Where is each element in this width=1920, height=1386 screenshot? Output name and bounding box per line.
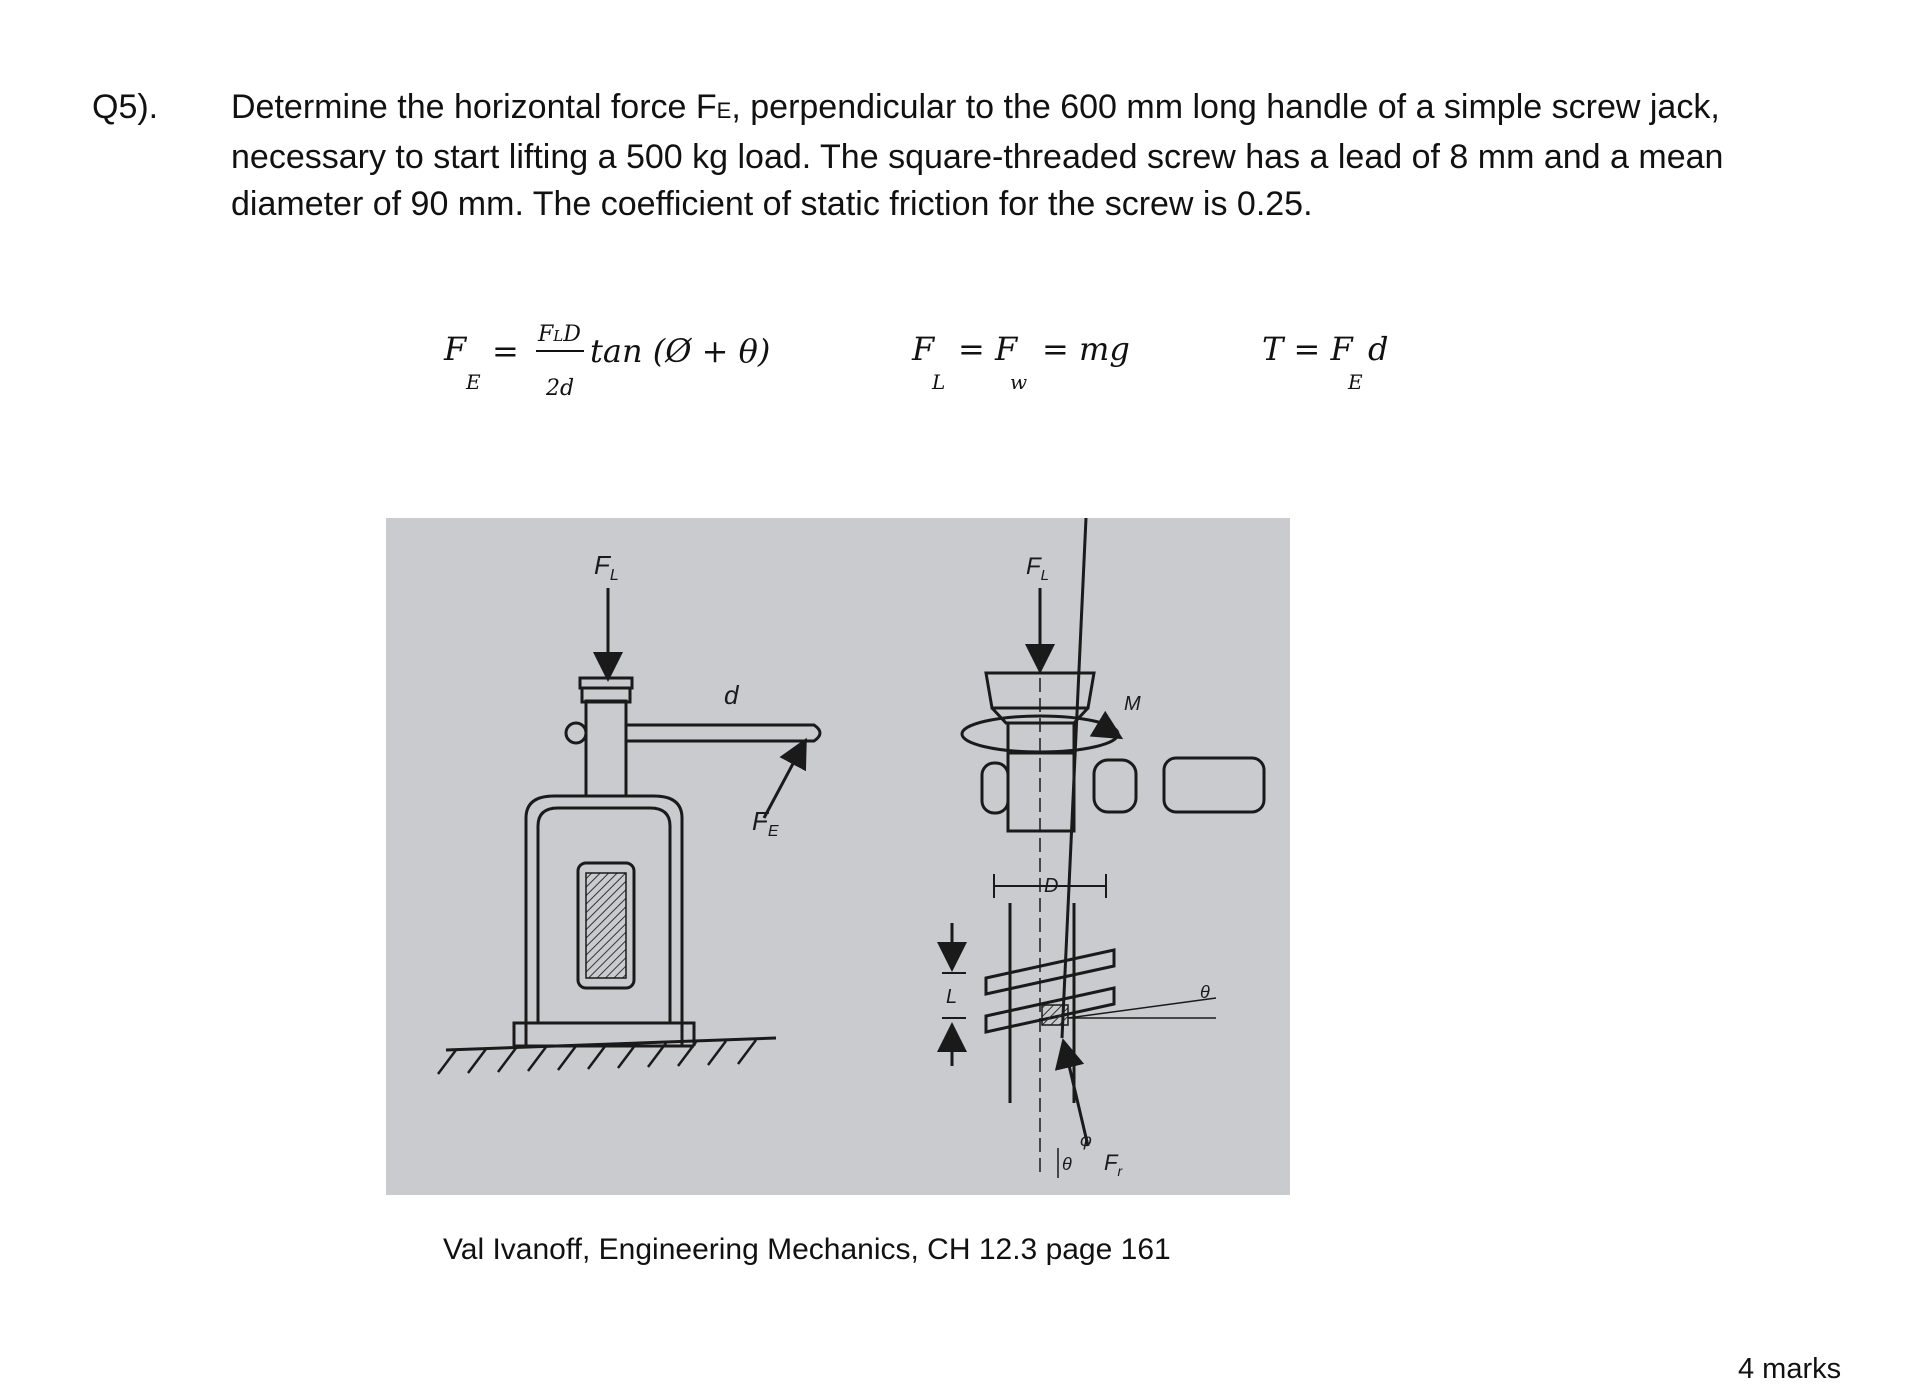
eq1-num-f: F	[538, 322, 554, 347]
eq2-f1-sub: L	[932, 370, 946, 394]
question-line-1-post: , perpendicular to the 600 mm long handle of a simple screw jack,	[731, 88, 1720, 126]
screw-detail	[942, 518, 1264, 1178]
handle-length-label: d	[724, 680, 739, 710]
eq2-f2-sub: w	[1010, 370, 1028, 394]
helix-angle-label: θ	[1200, 982, 1210, 1002]
effort-arrow	[764, 743, 804, 818]
diameter-label: D	[1044, 875, 1059, 897]
eq1-num-sub: L	[553, 327, 564, 345]
eq1-num-d: D	[563, 322, 581, 347]
eq1-numerator	[538, 322, 581, 347]
question-text	[231, 84, 1851, 228]
thread-1	[986, 950, 1114, 994]
moment-label: M	[1124, 693, 1141, 715]
eq1-equals: =	[492, 332, 519, 370]
marks-label: 4 marks	[1738, 1353, 1842, 1385]
eq3-sub: E	[1348, 370, 1363, 394]
right-load-label: $F_L$	[1026, 553, 1050, 584]
effort-label: $F_E$	[752, 806, 779, 840]
friction-angle-label: φ	[1080, 1130, 1092, 1150]
screw-jack-diagram	[386, 518, 1290, 1195]
lead-label: L	[946, 986, 958, 1008]
ground-line	[446, 1038, 776, 1050]
question-number: Q5).	[92, 88, 159, 126]
screw-column	[586, 701, 626, 796]
eq3-rhs: d	[1368, 330, 1389, 368]
eq1-fraction-bar	[536, 350, 584, 352]
question-line-1-pre: Determine the horizontal force F	[231, 88, 717, 126]
theta-label-lower: θ	[1062, 1154, 1072, 1174]
eq1-denominator: 2d	[546, 376, 575, 401]
eq2-f1: F	[912, 330, 935, 368]
eq2-eq-b: = mg	[1042, 330, 1130, 368]
eq3-lhs: T = F	[1262, 330, 1353, 368]
question-line-3: diameter of 90 mm. The coefficient of static friction for the screw is 0.25.	[231, 185, 1313, 223]
eq2-eq-a: = F	[958, 330, 1018, 368]
handle-section	[1164, 758, 1264, 812]
reaction-label: $F_r$	[1104, 1150, 1123, 1179]
question-line-1-sub: E	[716, 98, 732, 123]
eq1-lhs-sub: E	[466, 370, 481, 394]
question-line-1	[231, 84, 1851, 134]
figure-caption: Val Ivanoff, Engineering Mechanics, CH 12.3 page 161	[443, 1233, 1171, 1266]
screw-jack-figure	[386, 518, 1290, 1195]
question-line-2: necessary to start lifting a 500 kg load. The square-threaded screw has a lead of 8 mm and a mean	[231, 138, 1724, 176]
eq1-lhs: F	[444, 330, 467, 368]
left-load-label: $F_L$	[594, 550, 619, 584]
eq1-rest: tan (Ø + θ)	[590, 332, 771, 370]
jack-handle	[626, 725, 820, 741]
